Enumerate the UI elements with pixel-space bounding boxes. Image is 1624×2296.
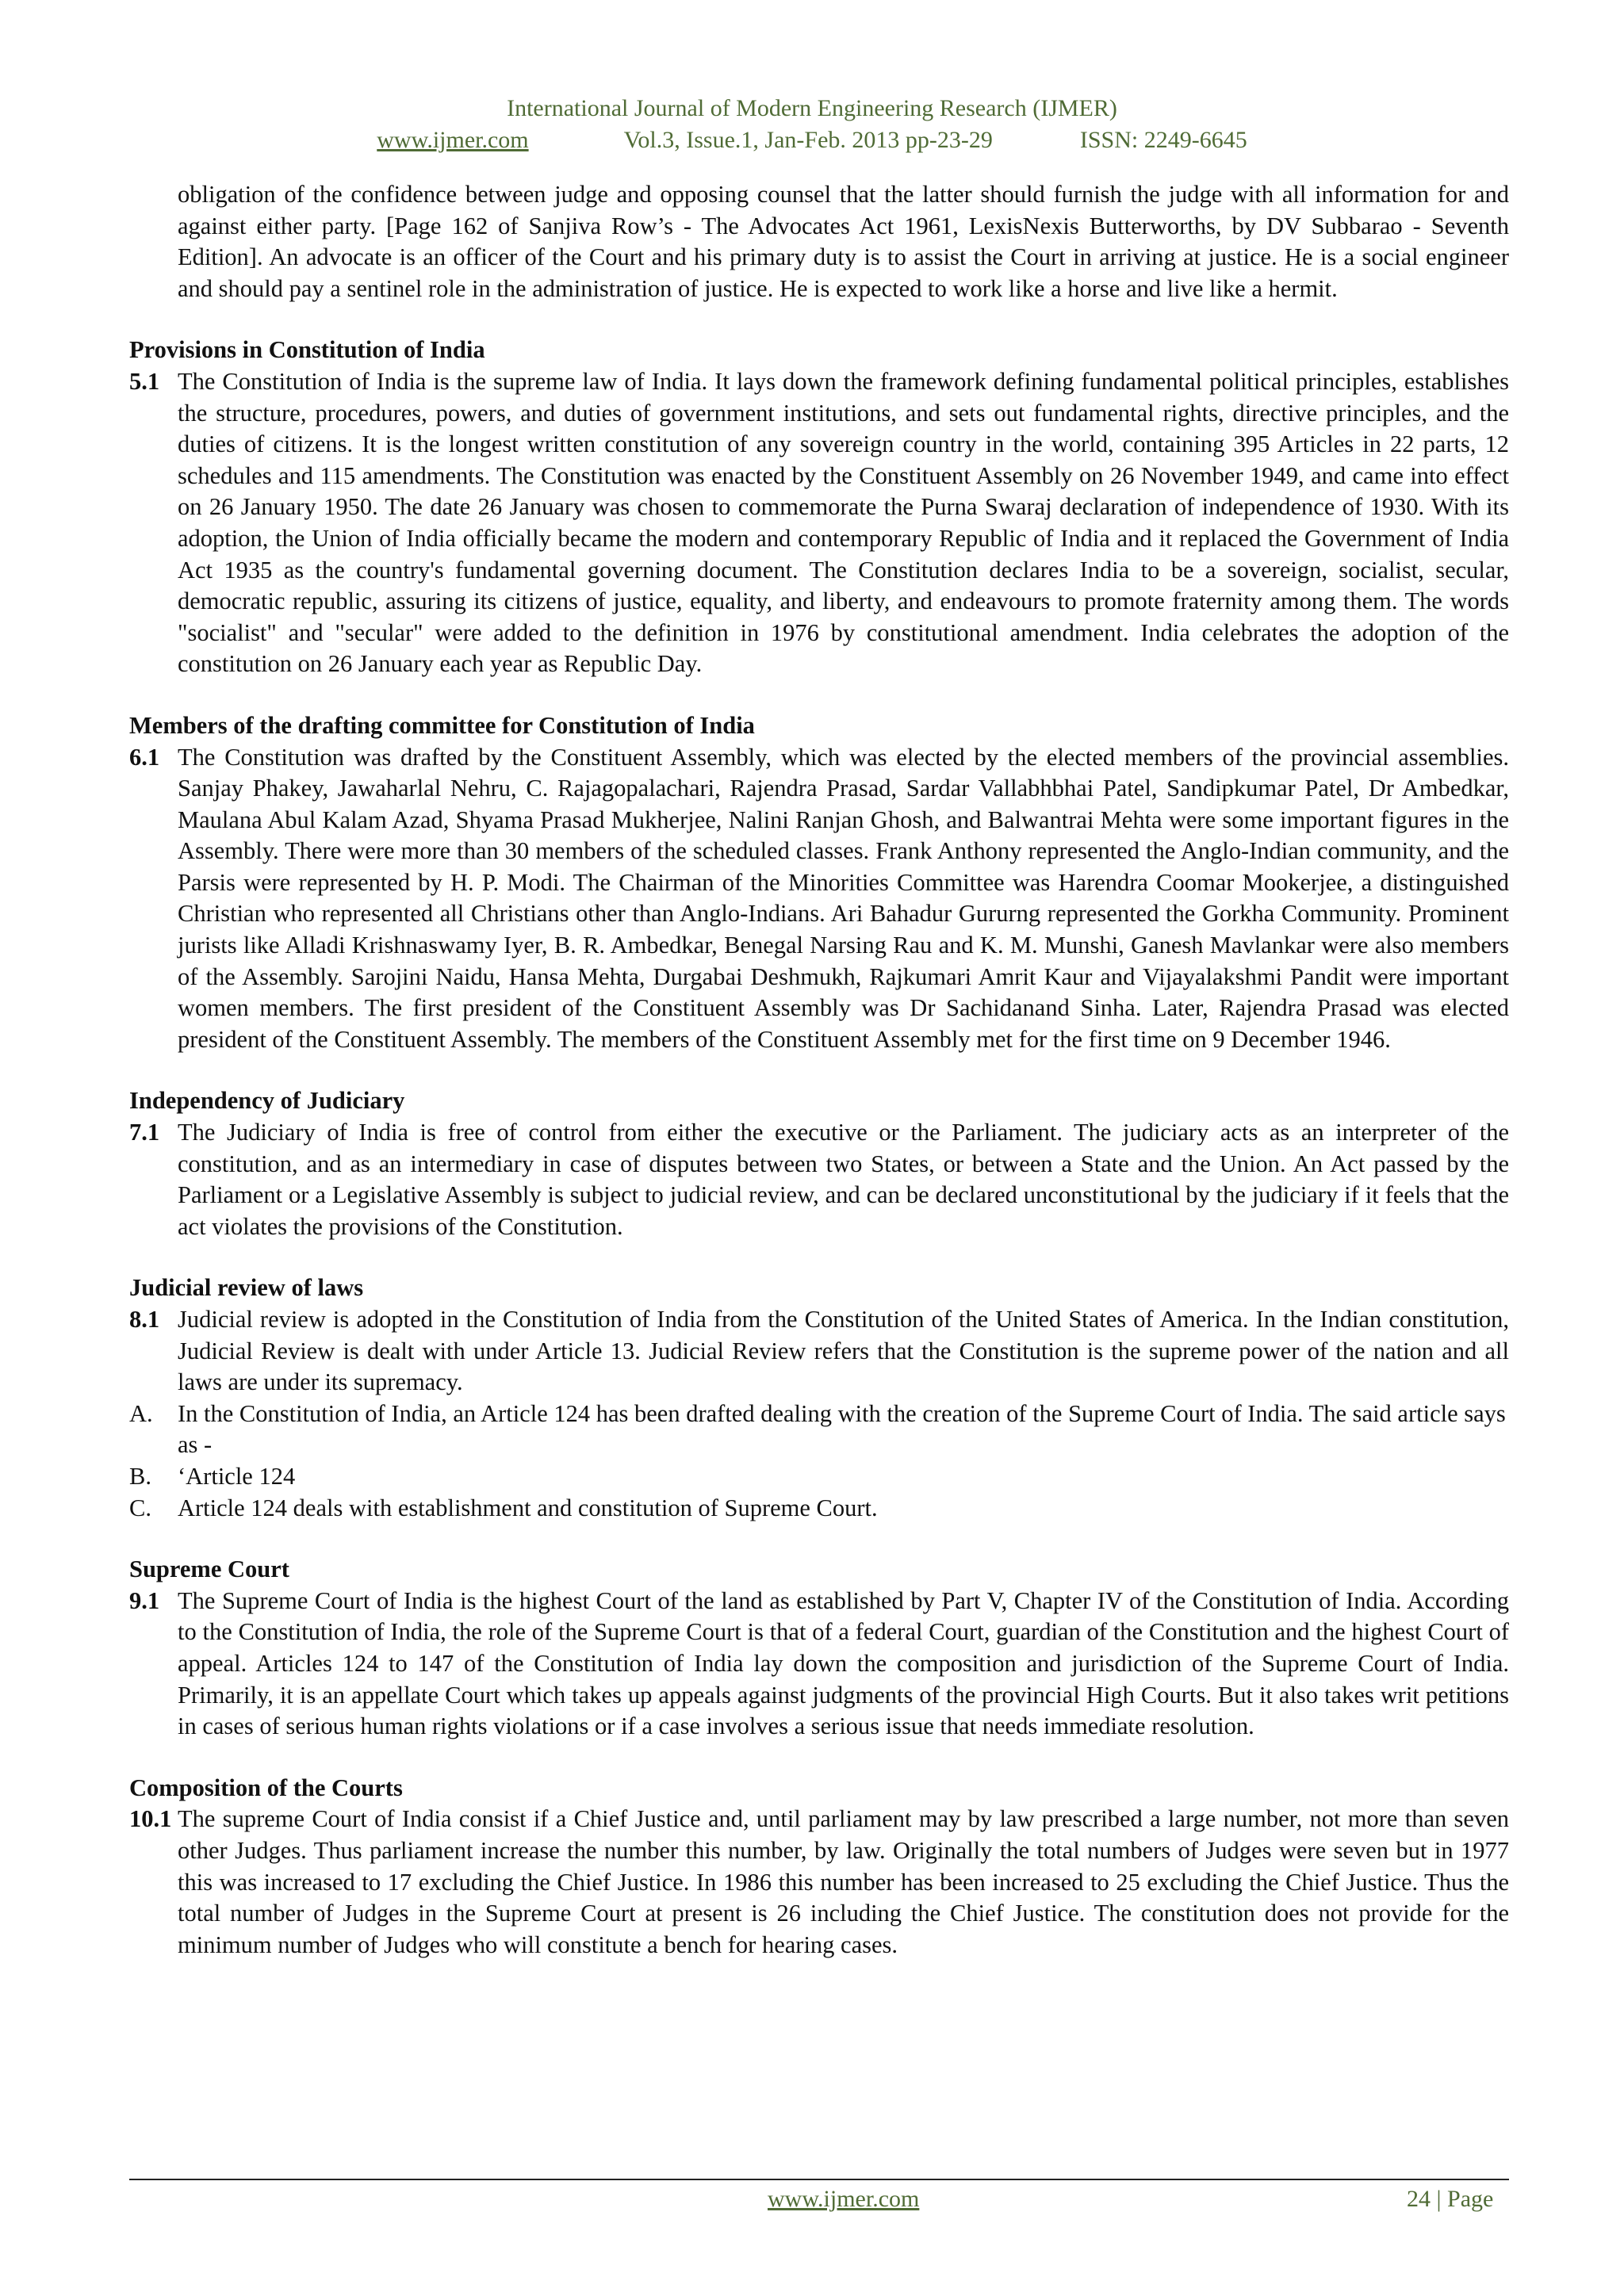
volume-info: Vol.3, Issue.1, Jan-Feb. 2013 pp-23-29 [623,127,993,153]
journal-title: International Journal of Modern Engineering Research (IJMER) [507,95,1117,121]
item-text: In the Constitution of India, an Article 124 has been drafted dealing with the creation of the Supreme Court of India. The said article says as - [178,1399,1506,1459]
paragraph-number: 7.1 [129,1119,160,1146]
section-heading: Supreme Court [129,1556,289,1583]
journal-info-line [0,127,1624,154]
paragraph-number: 9.1 [129,1586,160,1614]
numbered-paragraph [129,366,1509,680]
lettered-item [129,1399,1509,1461]
paragraph-number: 5.1 [129,367,160,395]
item-text: ‘Article 124 [178,1462,296,1490]
item-text: Article 124 deals with establishment and constitution of Supreme Court. [178,1494,878,1521]
section-heading: Judicial review of laws [129,1274,364,1302]
lettered-item [129,1461,1509,1493]
page-number: 24 | Page [1407,2186,1494,2212]
item-label: A. [129,1399,153,1427]
paragraph-number: 6.1 [129,743,160,771]
paragraph-number: 10.1 [129,1805,172,1833]
intro-paragraph: obligation of the confidence between judge and opposing counsel that the latter should furnish the judge with all information for and against either party. [Page 162 of Sanjiva Row’s - The Advocates Act 1961, LexisNexis Butterworths, by DV Subbarao - Seventh Edition]. An advocate is an officer of the Court and his primary duty is to assist the Court in arriving at justice. He is a social engineer and should pay a sentinel role in the administration of justice. He is expected to work like a horse and live like a hermit. [178,181,1509,302]
paragraph-text: The Constitution of India is the supreme law of India. It lays down the framework defining fundamental political principles, establishes the structure, procedures, powers, and duties of government institutions, and sets out fundamental rights, directive principles, and the duties of citizens. It is the longest written constitution of any sovereign country in the world, containing 395 Articles in 22 parts, 12 schedules and 115 amendments. The Constitution was enacted by the Constituent Assembly on 26 November 1949, and came into effect on 26 January 1950. The date 26 January was chosen to commemorate the Purna Swaraj declaration of independence of 1930. With its adoption, the Union of India officially became the modern and contemporary Republic of India and it replaced the Government of India Act 1935 as the country's fundamental governing document. The Constitution declares India to be a sovereign, socialist, secular, democratic republic, assuring its citizens of justice, equality, and liberty, and endeavours to promote fraternity among them. The words "socialist" and "secular" were added to the definition in 1976 by constitutional amendment. India celebrates the adoption of the constitution on 26 January each year as Republic Day. [178,367,1509,678]
numbered-paragraph [129,1586,1509,1743]
issn: ISSN: 2249-6645 [1079,127,1247,153]
footer-url-link[interactable]: www.ijmer.com [768,2186,920,2212]
paragraph-text: The Judiciary of India is free of control from either the executive or the Parliament. The judiciary acts as an interpreter of the constitution, and as an intermediary in case of disputes between two States, or between a State and the Union. An Act passed by the Parliament or a Legislative Assembly is subject to judicial review, and can be declared unconstitutional by the judiciary if it feels that the act violates the provisions of the Constitution. [178,1119,1509,1240]
paragraph-text: The Supreme Court of India is the highest Court of the land as established by Part V, Chapter IV of the Constitution of India. According to the Constitution of India, the role of the Supreme Court is that of a federal Court, guardian of the Constitution and the highest Court of appeal. Articles 124 to 147 of the Constitution of India lay down the composition and jurisdiction of the Supreme Court of India. Primarily, it is an appellate Court which takes up appeals against judgments of the provincial High Courts. But it also takes writ petitions in cases of serious human rights violations or if a case involves a serious issue that needs immediate resolution. [178,1586,1509,1740]
numbered-paragraph [129,1804,1509,1961]
section-heading: Independency of Judiciary [129,1087,405,1115]
lettered-item [129,1493,1509,1525]
journal-url-link[interactable]: www.ijmer.com [377,127,529,153]
paragraph-text: The supreme Court of India consist if a Chief Justice and, until parliament may by law prescribed a large number, not more than seven other Judges. Thus parliament increase the number this number, by law. Originally the total numbers of Judges were seven but in 1977 this was increased to 17 excluding the Chief Justice. In 1986 this number has been increased to 25 excluding the Chief Justice. Thus the total number of Judges in the Supreme Court at present is 26 including the Chief Justice. The constitution does not provide for the minimum number of Judges who will constitute a bench for hearing cases. [178,1805,1509,1958]
item-label: C. [129,1494,151,1521]
numbered-paragraph [129,742,1509,1056]
section-heading: Composition of the Courts [129,1774,403,1801]
item-label: B. [129,1462,151,1490]
numbered-paragraph [129,1304,1509,1399]
section-heading: Provisions in Constitution of India [129,336,485,364]
article-body [129,179,1509,1961]
numbered-paragraph [129,1117,1509,1242]
paragraph-text: Judicial review is adopted in the Constitution of India from the Constitution of the United States of America. In the Indian constitution, Judicial Review is dealt with under Article 13. Judicial Review refers that the Constitution is the supreme power of the nation and all laws are under its supremacy. [178,1306,1509,1396]
footer-divider [129,2179,1509,2180]
paragraph-number: 8.1 [129,1306,160,1333]
section-heading: Members of the drafting committee for Constitution of India [129,711,755,739]
paragraph-text: The Constitution was drafted by the Constituent Assembly, which was elected by the elected members of the provincial assemblies. Sanjay Phakey, Jawaharlal Nehru, C. Rajagopalachari, Rajendra Prasad, Sardar Vallabhbhai Patel, Sandipkumar Patel, Dr Ambedkar, Maulana Abul Kalam Azad, Shyama Prasad Mukherjee, Nalini Ranjan Ghosh, and Balwantrai Mehta were some important figures in the Assembly. There were more than 30 members of the scheduled classes. Frank Anthony represented the Anglo-Indian community, and the Parsis were represented by H. P. Modi. The Chairman of the Minorities Committee was Harendra Coomar Mookerjee, a distinguished Christian who represented all Christians other than Anglo-Indians. Ari Bahadur Gururng represented the Gorkha Community. Prominent jurists like Alladi Krishnaswamy Iyer, B. R. Ambedkar, Benegal Narsing Rau and K. M. Munshi, Ganesh Mavlankar were also members of the Assembly. Sarojini Naidu, Hansa Mehta, Durgabai Deshmukh, Rajkumari Amrit Kaur and Vijayalakshmi Pandit were important women members. The first president of the Constituent Assembly was Dr Sachidanand Sinha. Later, Rajendra Prasad was elected president of the Constituent Assembly. The members of the Constituent Assembly met for the first time on 9 December 1946. [178,743,1509,1053]
